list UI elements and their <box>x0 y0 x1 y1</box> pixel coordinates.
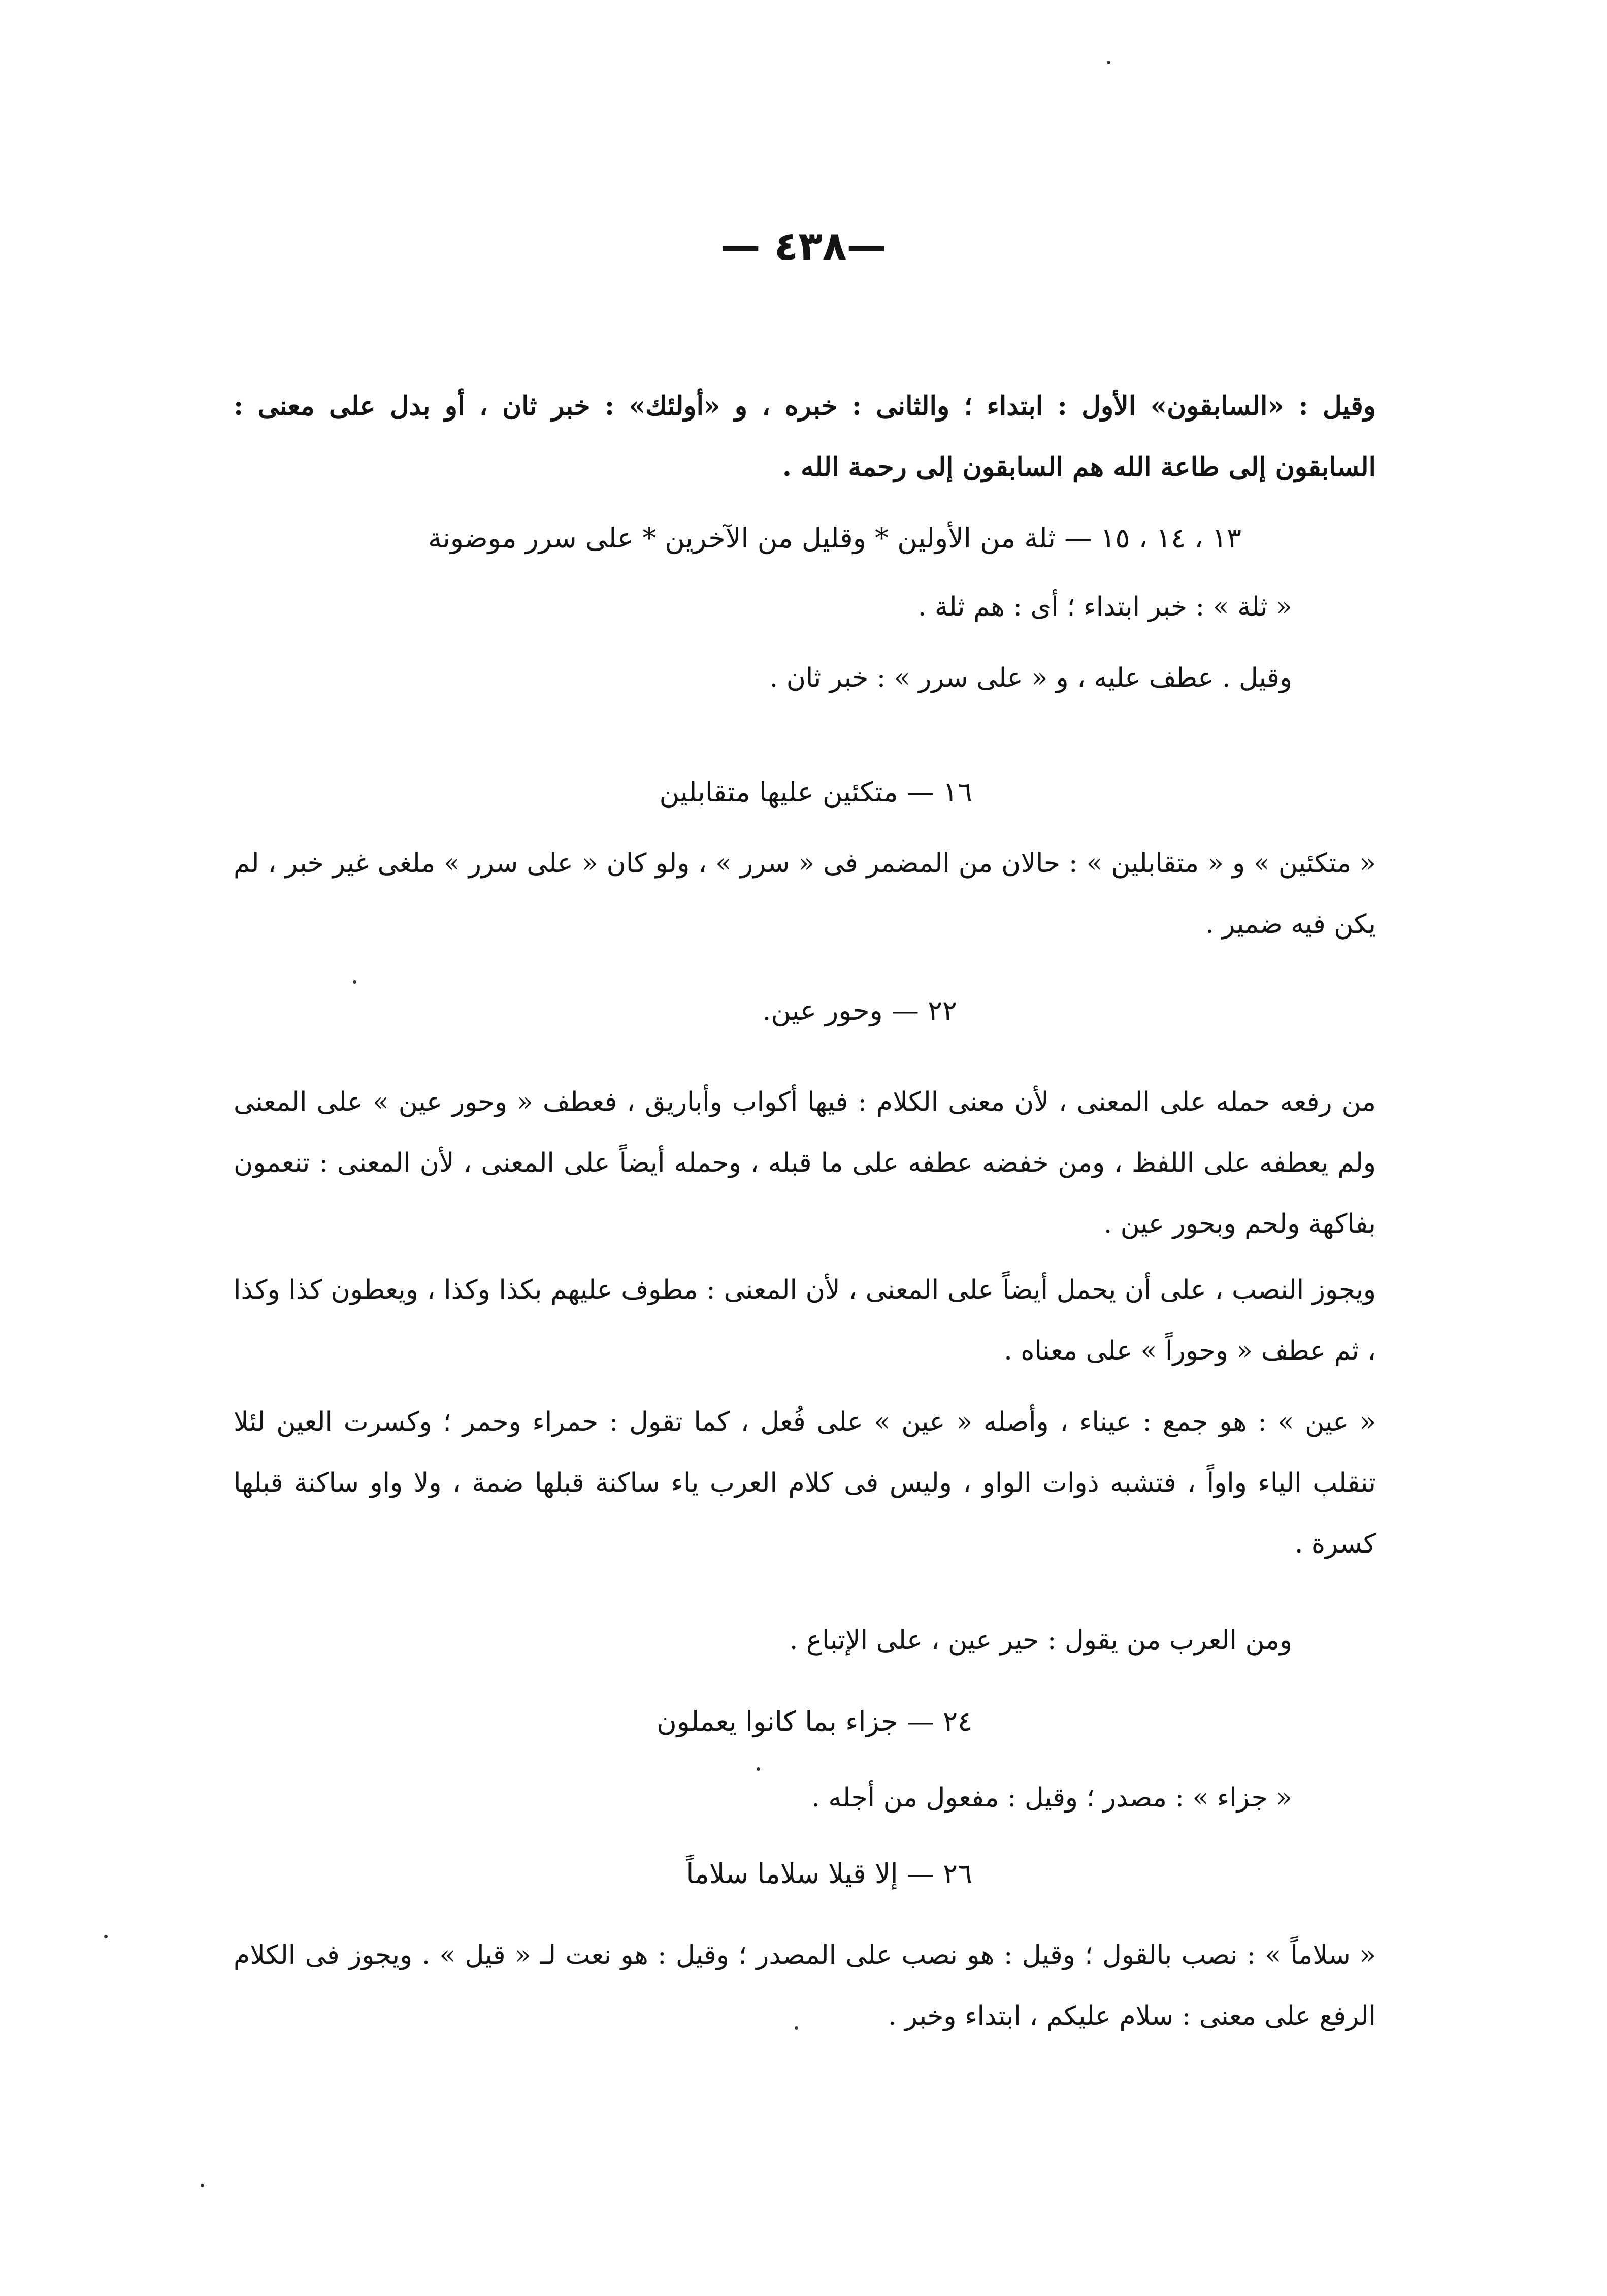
scan-speck <box>795 2026 798 2030</box>
verse-26: ٢٦ — إلا قيلا سلاما سلاماً <box>686 1858 972 1890</box>
paragraph-sabiqun: وقيل : «السابقون» الأول : ابتداء ؛ والثانى : خبره ، و «أولئك» : خبر ثان ، أو بدل على معنى : السابقون إلى طاعة الله هم السابقون إلى رحمة الله . <box>234 391 1376 482</box>
scan-speck <box>757 1767 760 1771</box>
scan-speck <box>353 980 356 984</box>
paragraph-raf: من رفعه حمله على المعنى ، لأن معنى الكلام : فيها أكواب وأباريق ، فعطف « وحور عين » على المعنى ولم يعطفه على اللفظ ، ومن خفضه عطفه على ما قبله ، وحمله أيضاً على المعنى ، لأن المعنى : تنعمون بفاكهة ولحم وبحور عين . <box>234 1087 1376 1239</box>
paragraph-thulla: « ثلة » : خبر ابتداء ؛ أى : هم ثلة . <box>917 592 1292 622</box>
page-number: — ٤٣٨— <box>720 223 887 269</box>
paragraph-itba: ومن العرب من يقول : حير عين ، على الإتباع . <box>789 1625 1292 1656</box>
paragraph-jaza: « جزاء » : مصدر ؛ وقيل : مفعول من أجله . <box>811 1783 1292 1813</box>
paragraph-nasb: ويجوز النصب ، على أن يحمل أيضاً على المعنى ، لأن المعنى : مطوف عليهم بكذا وكذا ، ويعطون كذا وكذا ، ثم عطف « وحوراً » على معناه . <box>234 1275 1376 1366</box>
scan-speck <box>1107 61 1110 64</box>
verse-22: ٢٢ — وحور عين. <box>762 994 957 1026</box>
scan-speck <box>201 2184 204 2187</box>
verse-16: ١٦ — متكئين عليها متقابلين <box>659 776 972 808</box>
paragraph-muttakiin: « متكئين » و « متقابلين » : حالان من المضمر فى « سرر » ، ولو كان « على سرر » ملغى غير خبر ، لم يكن فيه ضمير . <box>234 848 1376 940</box>
scan-speck <box>104 1935 108 1938</box>
verse-24: ٢٤ — جزاء بما كانوا يعملون <box>657 1705 972 1737</box>
paragraph-ayn: « عين » : هو جمع : عيناء ، وأصله « عين » على فُعل ، كما تقول : حمراء وحمر ؛ وكسرت العين لئلا تنقلب الياء واواً ، فتشبه ذوات الواو ، وليس فى كلام العرب ياء ساكنة قبلها ضمة ، ولا واو ساكنة قبلها كسرة . <box>234 1407 1376 1559</box>
paragraph-atf: وقيل . عطف عليه ، و « على سرر » : خبر ثان . <box>769 663 1292 693</box>
paragraph-salam: « سلاماً » : نصب بالقول ؛ وقيل : هو نصب على المصدر ؛ وقيل : هو نعت لـ « قيل » . ويجوز فى الكلام الرفع على معنى : سلام عليكم ، ابتداء وخبر . <box>234 1940 1376 2031</box>
verse-13-15: ١٣ ، ١٤ ، ١٥ — ثلة من الأولين * وقليل من الآخرين * على سرر موضونة <box>428 522 1241 554</box>
